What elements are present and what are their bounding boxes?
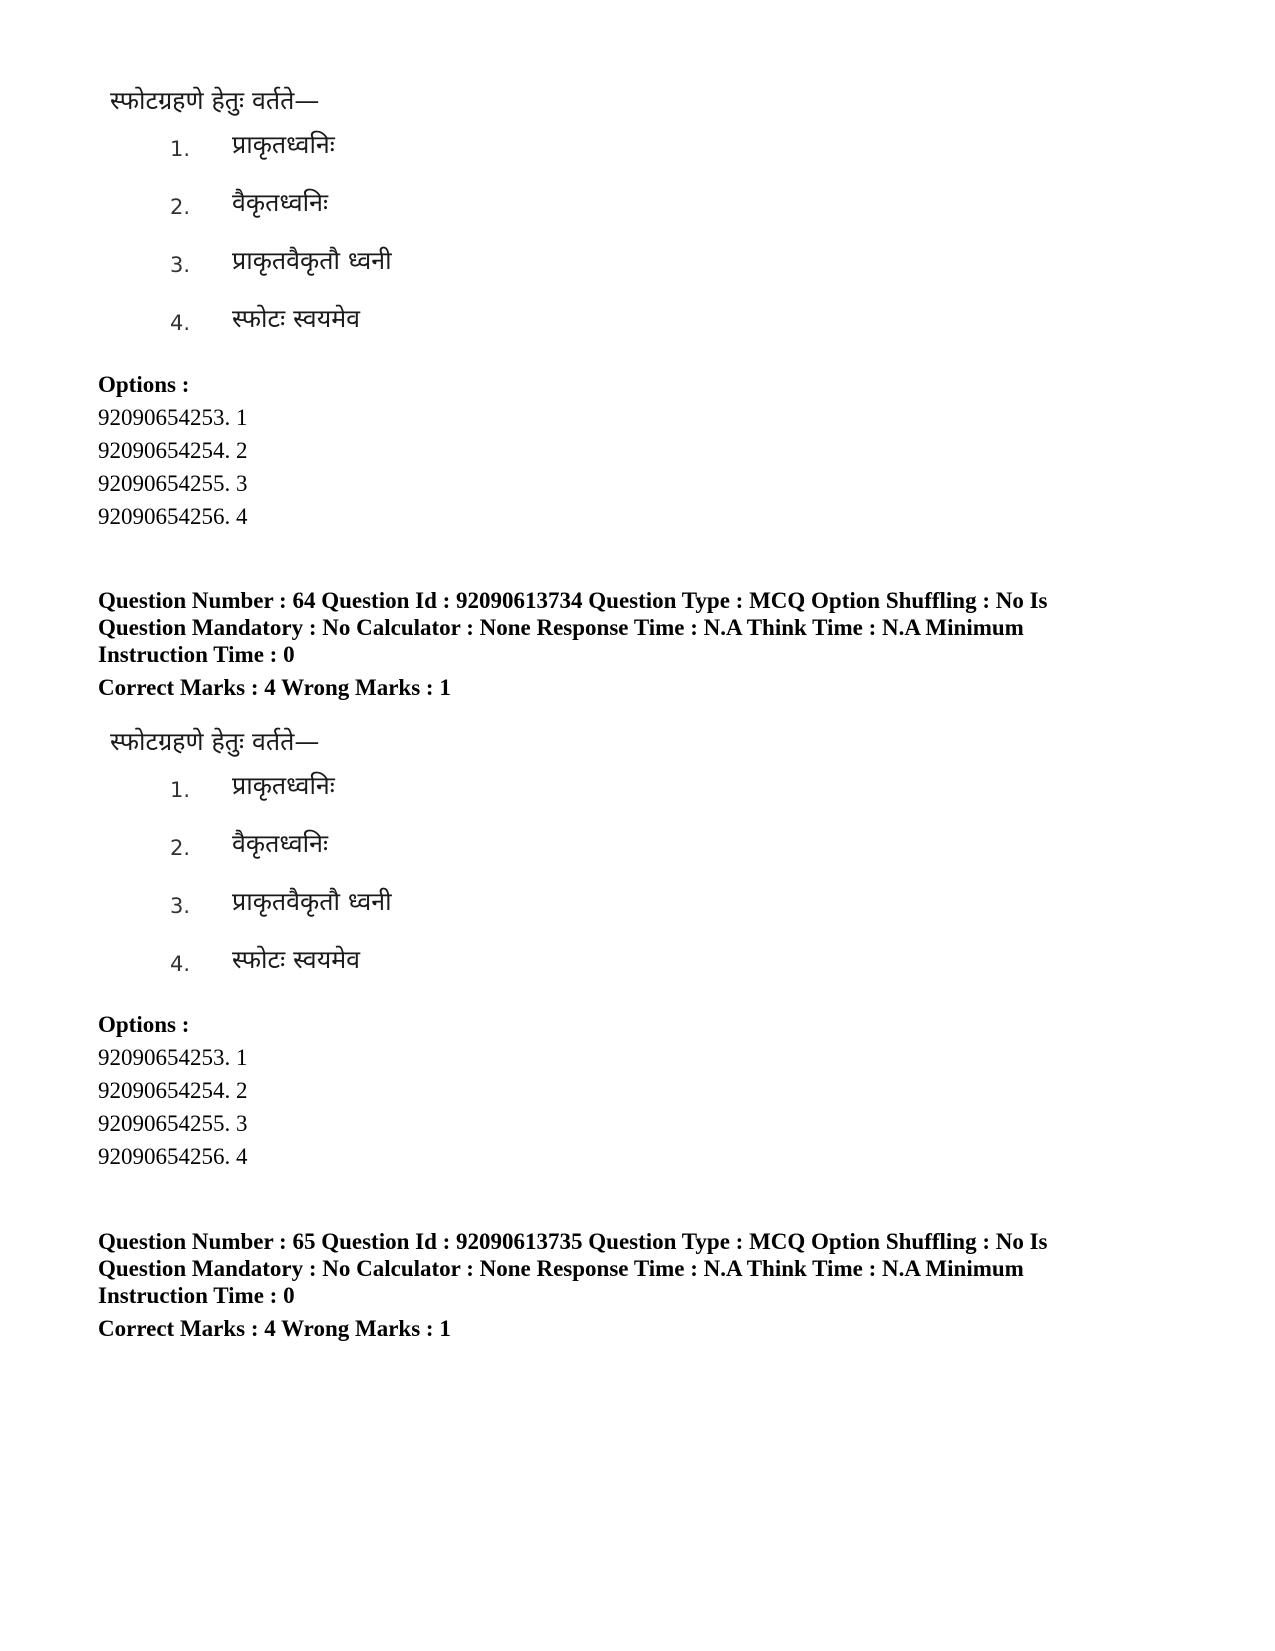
question-item-4	[110, 937, 530, 995]
meta-line: Question Mandatory : No Calculator : None Response Time : N.A Think Time : N.A Minimum	[98, 1256, 1024, 1281]
item-text: प्राकृतवैकृतौ ध्वनी	[232, 246, 392, 275]
meta-line: Instruction Time : 0	[98, 1283, 295, 1308]
question-item-3	[110, 238, 530, 296]
item-number: 3.	[170, 253, 191, 277]
meta-line: Instruction Time : 0	[98, 642, 295, 667]
marks-line: Correct Marks : 4 Wrong Marks : 1	[98, 675, 451, 700]
question-meta-64	[98, 587, 1188, 701]
option-row: 92090654256. 4	[98, 504, 248, 529]
item-text: स्फोटः स्वयमेव	[232, 304, 361, 333]
item-number: 2.	[170, 836, 191, 860]
item-number: 1.	[170, 137, 191, 161]
question-item-1	[110, 763, 530, 821]
options-list-64	[98, 1008, 248, 1173]
option-row: 92090654253. 1	[98, 1045, 248, 1070]
question-image-1	[110, 86, 530, 354]
item-text: प्राकृतवैकृतौ ध्वनी	[232, 887, 392, 916]
marks-line: Correct Marks : 4 Wrong Marks : 1	[98, 1316, 451, 1341]
option-row: 92090654255. 3	[98, 1111, 248, 1136]
options-title: Options :	[98, 372, 190, 397]
item-text: वैकृतध्वनिः	[232, 188, 329, 217]
question-item-3	[110, 879, 530, 937]
item-number: 1.	[170, 778, 191, 802]
item-number: 2.	[170, 195, 191, 219]
option-row: 92090654256. 4	[98, 1144, 248, 1169]
item-text: प्राकृतध्वनिः	[232, 130, 335, 159]
question-item-2	[110, 180, 530, 238]
item-text: प्राकृतध्वनिः	[232, 771, 335, 800]
meta-line: Question Number : 65 Question Id : 92090613735 Question Type : MCQ Option Shuffling : No Is	[98, 1229, 1048, 1254]
question-stem: स्फोटग्रहणे हेतुः वर्तते—	[110, 727, 320, 756]
question-image-64	[110, 727, 530, 995]
item-text: स्फोटः स्वयमेव	[232, 945, 361, 974]
item-number: 3.	[170, 894, 191, 918]
option-row: 92090654254. 2	[98, 1078, 248, 1103]
item-number: 4.	[170, 952, 191, 976]
option-row: 92090654253. 1	[98, 405, 248, 430]
options-list-1	[98, 368, 248, 533]
item-number: 4.	[170, 311, 191, 335]
question-meta-65	[98, 1228, 1188, 1342]
meta-line: Question Mandatory : No Calculator : None Response Time : N.A Think Time : N.A Minimum	[98, 615, 1024, 640]
question-stem: स्फोटग्रहणे हेतुः वर्तते—	[110, 86, 320, 115]
question-item-2	[110, 821, 530, 879]
item-text: वैकृतध्वनिः	[232, 829, 329, 858]
option-row: 92090654255. 3	[98, 471, 248, 496]
question-item-1	[110, 122, 530, 180]
question-item-4	[110, 296, 530, 354]
options-title: Options :	[98, 1012, 190, 1037]
option-row: 92090654254. 2	[98, 438, 248, 463]
meta-line: Question Number : 64 Question Id : 92090613734 Question Type : MCQ Option Shuffling : No Is	[98, 588, 1048, 613]
